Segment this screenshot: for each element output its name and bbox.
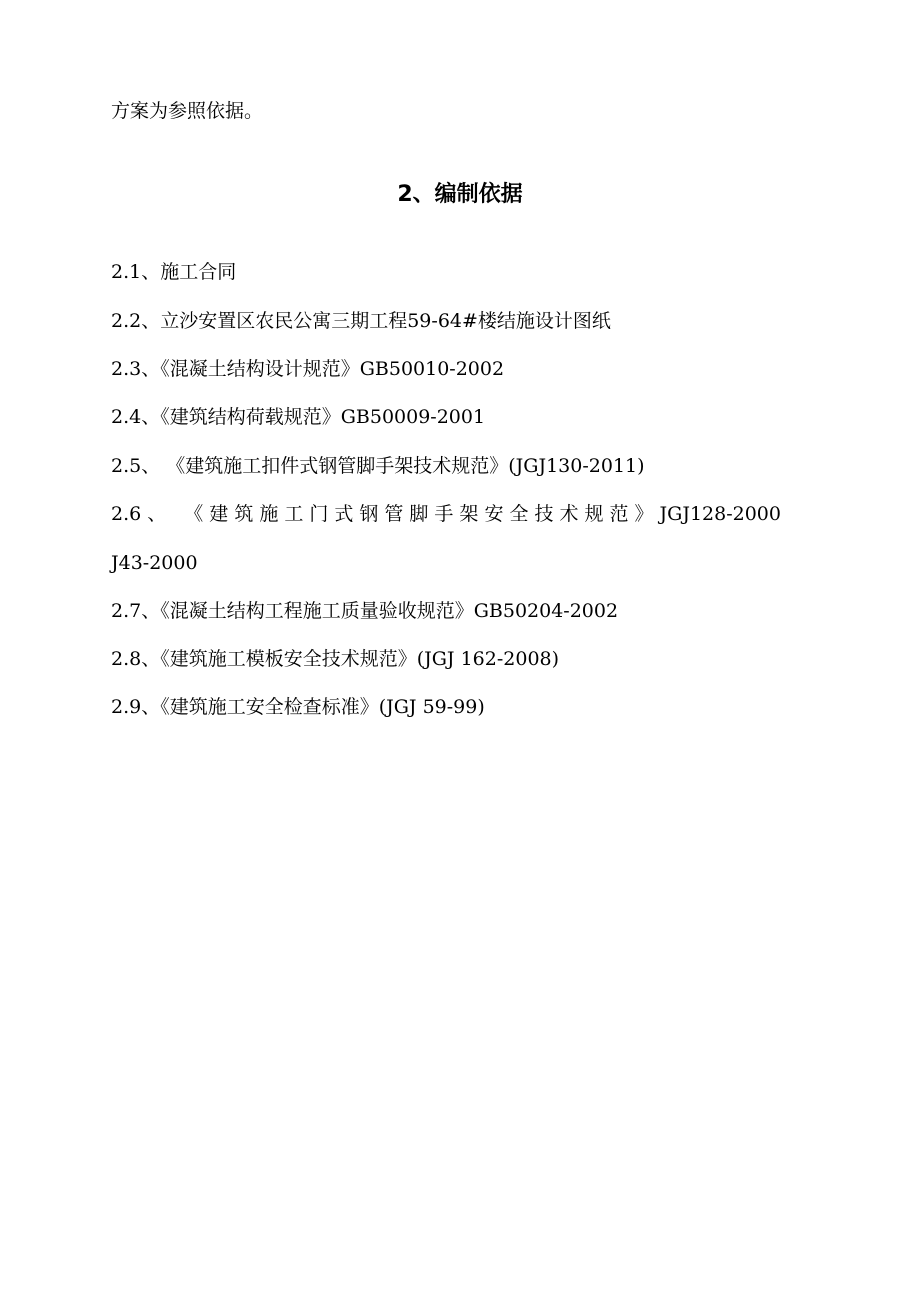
- section-title: 2、编制依据: [397, 182, 523, 207]
- basis-item-2-6-continuation: J43-2000: [111, 552, 198, 574]
- basis-item-2-2: 2.2、立沙安置区农民公寓三期工程59-64#楼结施设计图纸: [111, 310, 611, 332]
- basis-item-2-5: 2.5、 《建筑施工扣件式钢管脚手架技术规范》(JGJ130-2011): [111, 455, 645, 477]
- basis-item-2-6: 2.6、 《建筑施工门式钢管脚手架安全技术规范》JGJ128-2000: [111, 503, 781, 525]
- basis-item-2-7: 2.7、《混凝土结构工程施工质量验收规范》GB50204-2002: [111, 600, 619, 622]
- basis-item-2-8: 2.8、《建筑施工模板安全技术规范》(JGJ 162-2008): [111, 648, 560, 670]
- basis-item-2-3: 2.3、《混凝土结构设计规范》GB50010-2002: [111, 358, 505, 380]
- basis-item-2-9: 2.9、《建筑施工安全检查标准》(JGJ 59-99): [111, 696, 485, 718]
- intro-text: 方案为参照依据。: [111, 100, 264, 122]
- basis-item-2-1: 2.1、施工合同: [111, 261, 237, 283]
- basis-item-2-4: 2.4、《建筑结构荷载规范》GB50009-2001: [111, 406, 486, 428]
